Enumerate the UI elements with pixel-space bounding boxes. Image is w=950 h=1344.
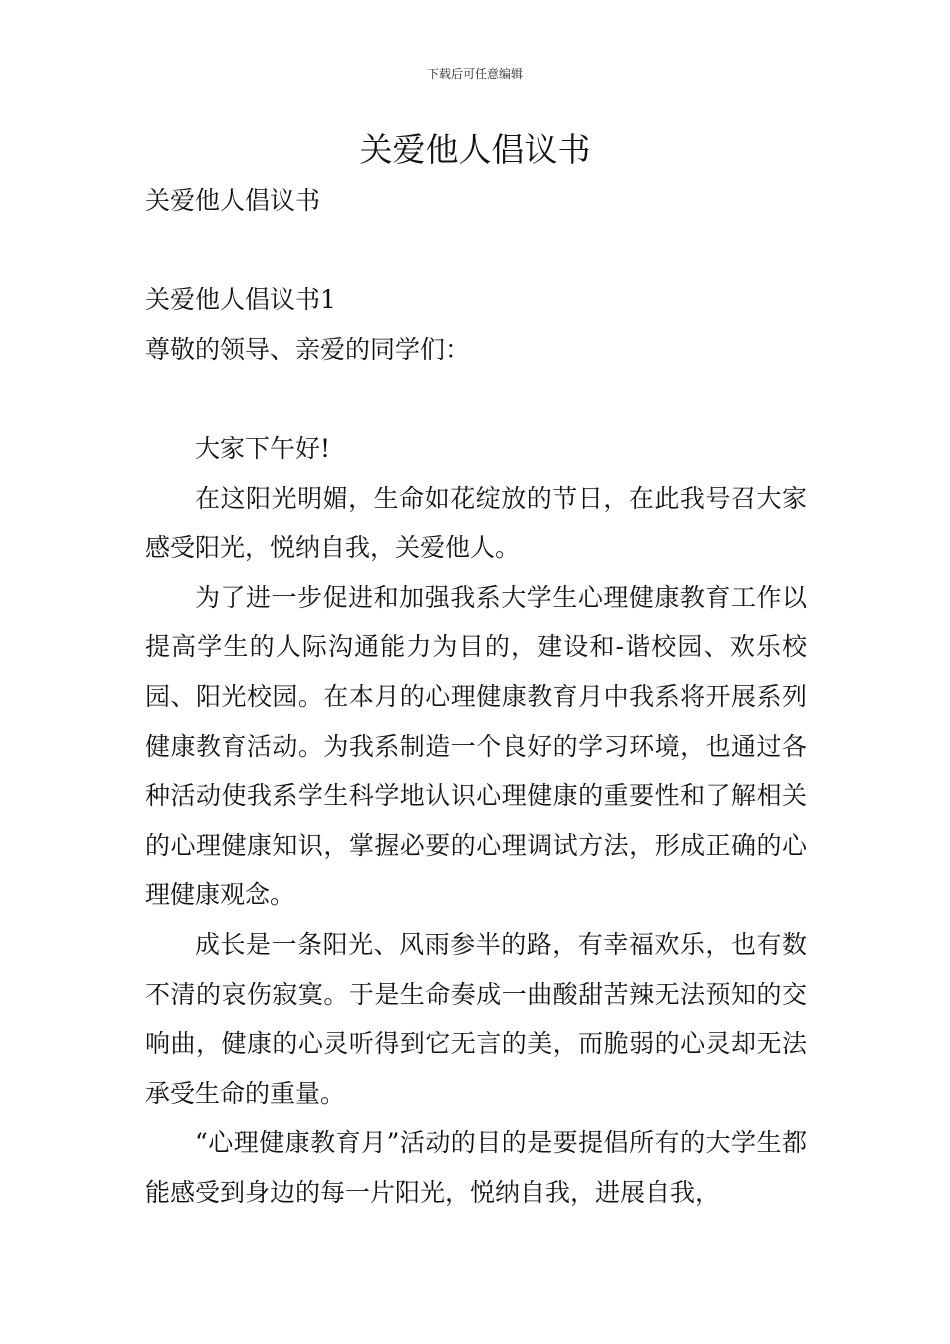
paragraph-4: “心理健康教育月”活动的目的是要提倡所有的大学生都能感受到身边的每一片阳光，悦纳自我，进展自我， [145,1128,807,1207]
paragraph-2: 为了进一步促进和加强我系大学生心理健康教育工作以提高学生的人际沟通能力为目的，建设和-谐校园、欢乐校园、阳光校园。在本月的心理健康教育月中我系将开展系列健康教育活动。为我系制造一个良好的学习环境，也通过各种活动使我系学生科学地认识心理健康的重要性和了解相关的心理健康知识，掌握必要的心理调试方法，形成正确的心理健康观念。 [145,582,807,910]
document-title: 关爱他人倡议书 [359,130,591,169]
section-heading: 关爱他人倡议书1 [145,285,336,315]
document-body [145,176,807,1217]
salutation: 尊敬的领导、亲爱的同学们： [145,334,471,364]
paragraph-1: 在这阳光明媚，生命如花绽放的节日，在此我号召大家感受阳光，悦纳自我，关爱他人。 [145,483,807,563]
greeting: 大家下午好! [195,433,331,463]
paragraph-3: 成长是一条阳光、风雨参半的路，有幸福欢乐，也有数不清的哀伤寂寞。于是生命奏成一曲酸甜苦辣无法预知的交响曲，健康的心灵听得到它无言的美，而脆弱的心灵却无法承受生命的重量。 [145,929,807,1108]
document-subtitle: 关爱他人倡议书 [145,186,321,215]
spacer [145,374,807,424]
header-note: 下载后可任意编辑 [426,67,523,81]
spacer [145,226,807,276]
